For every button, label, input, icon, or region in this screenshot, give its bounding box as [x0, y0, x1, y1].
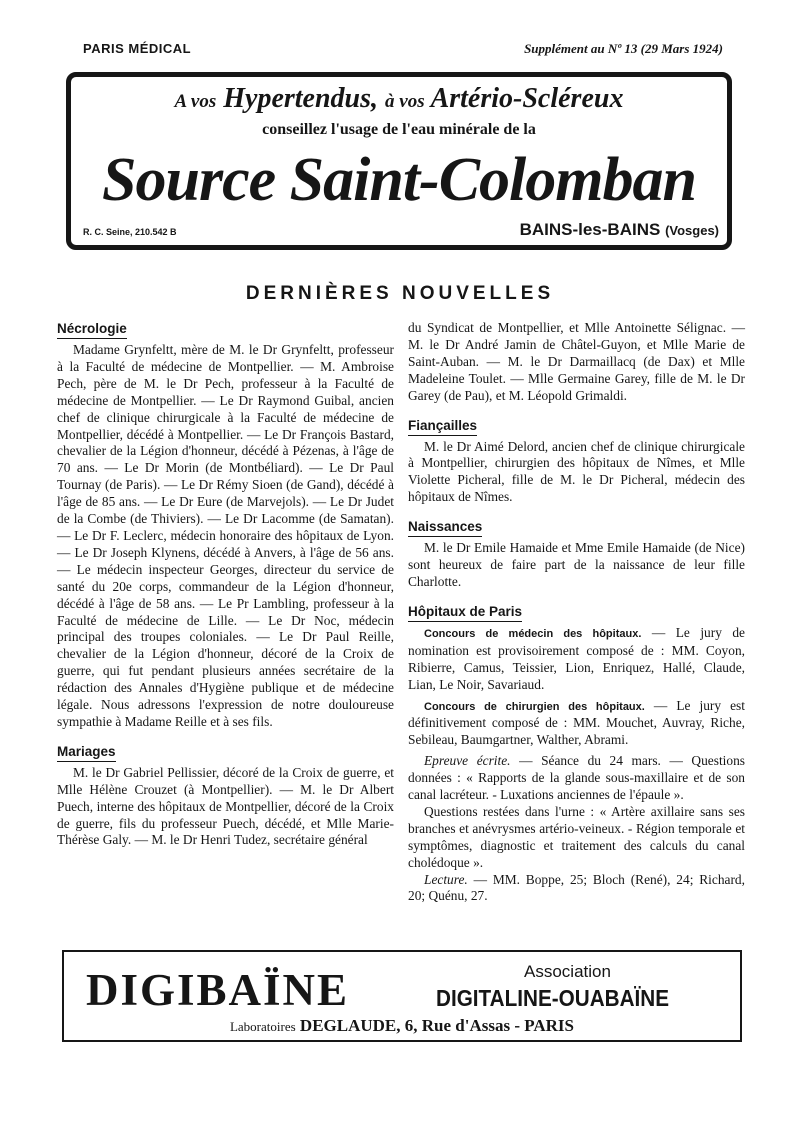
- epreuve-label: Epreuve écrite.: [424, 753, 511, 769]
- ad-arterio: Artério-Scléreux: [430, 83, 624, 114]
- digibaine-advertisement: [62, 950, 742, 1042]
- necrologie-section: [57, 320, 394, 731]
- left-column: [57, 320, 394, 861]
- naissances-text: M. le Dr Emile Hamaide et Mme Emile Hamaide (de Nice) sont heureux de faire part de la naissance de leur fille Charlotte.: [408, 540, 745, 589]
- lecture: [408, 872, 745, 906]
- fiancailles-section: [408, 417, 745, 507]
- ad-bains: BAINS-les-BAINS: [519, 220, 661, 239]
- concours-medecin-title: Concours de médecin des hôpitaux.: [424, 627, 642, 640]
- concours-medecin-text: — Le jury de nomination est provisoirement composé de : MM. Coyon, Ribierre, Camus, Teissier, Lion, Enriquez, Hallé, Claude, Lian, Le Noir, Savariaud.: [408, 624, 745, 692]
- saint-colomban-advertisement: [66, 72, 732, 250]
- necrologie-text: Madame Grynfeltt, mère de M. le Dr Grynfeltt, professeur à la Faculté de médecine de Montpellier. — M. Ambroise Pech, père de M. le Dr Pech, professeur à la Faculté de médecine de Montpellier. — Le Dr Raymond Guibal, ancien chef de clinique chirurgicale à la Faculté de médecine de Montpellier, décédé à Montpellier. — Le Dr François Bastard, chevalier de la Légion d'honneur, décédé à Pézenas, à l'âge de 70 ans. — Le Dr Morin (de Montbéliard). — Le Dr Paul Tournay (de Paris). — Le Dr Rémy Sioen (de Gand), décédé à l'âge de 85 ans. — Le Dr Eure (de Marvejols). — Le Dr Judet de la Combe (de Thiviers). — Le Dr Lacomme (de Samatan). — Le Dr F. Leclerc, médecin honoraire des hôpitaux de Lyon. — Le Dr Joseph Klynens, décédé à Anvers, à l'âge de 56 ans. — Le médecin inspecteur Georges, directeur du service de santé du 20e corps, commandeur de la Légion d'honneur, décédé à l'âge de 58 ans. — Le Pr Lambling, professeur à la Faculté de médecine de Lille. — Le Dr Noc, médecin principal des troupes coloniales. — Le Dr Paul Reille, chevalier de la Légion d'honneur, décoré de la Croix de guerre, qui fut pendant plusieurs années secrétaire de la rédaction des Annales d'Hygiène publique et de médecine légale. Nous adressons l'expression de notre douloureuse sympathie à Madame Reille et à ses fils.: [57, 342, 394, 729]
- ad-source-name: Source Saint-Colomban: [102, 146, 696, 214]
- ad-location: [520, 220, 719, 240]
- ad-laboratoires: Laboratoires: [229, 1019, 296, 1034]
- ad-deglaude: DEGLAUDE, 6, Rue d'Assas - PARIS: [299, 1016, 575, 1035]
- mariages-continuation: [408, 320, 745, 405]
- ad-a-vos-1: A vos: [174, 91, 217, 112]
- naissances-heading: Naissances: [408, 518, 482, 537]
- ad-vosges: (Vosges): [665, 223, 719, 238]
- ad-digitaline: DIGITALINE-OUABAÏNE: [436, 985, 670, 1011]
- hopitaux-heading: Hôpitaux de Paris: [408, 603, 522, 622]
- epreuve-text: — Séance du 24 mars. — Questions données : « Rapports de la glande sous-maxillaire et de son canal lacréteur. - Luxations anciennes de l'épaule ».: [408, 753, 745, 803]
- right-column: [408, 320, 745, 917]
- concours-chirurgien-title: Concours de chirurgien des hôpitaux.: [424, 700, 645, 713]
- ad-headline: [71, 83, 727, 115]
- concours-chirurgien-text: — Le jury est définitivement composé de : MM. Mouchet, Auvray, Riche, Sebileau, Baumgartner, Walther, Abrami.: [408, 697, 745, 748]
- ad-hypertendus: Hypertendus,: [223, 83, 379, 114]
- lecture-label: Lecture.: [424, 871, 468, 887]
- journal-title: PARIS MÉDICAL: [83, 41, 192, 56]
- lecture-text: — MM. Boppe, 25; Bloch (René), 24; Richard, 20; Quénu, 27.: [408, 871, 745, 904]
- naissances-section: [408, 518, 745, 591]
- ad-association: Association: [524, 962, 611, 981]
- fiancailles-heading: Fiançailles: [408, 417, 477, 436]
- mariages-text-left: M. le Dr Gabriel Pellissier, décoré de la Croix de guerre, et Mlle Hélène Crouzet (à Montpellier). — M. le Dr Albert Puech, interne des hôpitaux de Montpellier, décoré de la Croix de guerre, fils du professeur Puech, décédé, et Mlle Marie-Thérèse Galy. — M. le Dr Henri Tudez, secrétaire général: [57, 764, 394, 848]
- necrologie-heading: Nécrologie: [57, 320, 127, 339]
- ad-digibaine: DIGIBAÏNE: [86, 965, 350, 1015]
- ad-conseillez: conseillez l'usage de l'eau minérale de la: [262, 121, 536, 138]
- concours-chirurgien: [408, 698, 745, 750]
- mariages-section: [57, 743, 394, 850]
- fiancailles-text: M. le Dr Aimé Delord, ancien chef de clinique chirurgicale à Montpellier, chirurgien des hôpitaux de Nîmes, et Mlle Violette Picheral, fille de M. le Dr Picheral, médecin des hôpitaux de Nîmes.: [408, 438, 745, 505]
- epreuve-ecrite: [408, 753, 745, 804]
- running-head: [83, 41, 723, 61]
- ad-a-vos-2: à vos: [385, 91, 425, 112]
- questions-restees: Questions restées dans l'urne : « Artère axillaire sans ses branches et anévrysmes artério-veineux. - Région temporale et symptômes, diagnostic et traitement des calculs du canal cholédoque ».: [408, 803, 745, 870]
- section-title: DERNIÈRES NOUVELLES: [245, 283, 555, 304]
- ad-rc-seine: R. C. Seine, 210.542 B: [83, 227, 177, 237]
- concours-medecin: [408, 625, 745, 694]
- mariages-text-right: du Syndicat de Montpellier, et Mlle Antoinette Sélignac. — M. le Dr André Jamin de Châtel-Guyon, et Mlle Marie de Saint-Auban. — M. le Dr Darmaillacq (de Dax) et Mlle Madeleine Toulet. — Mlle Germaine Garey, fille de M. le Dr Garey (de Pau), et M. Léopold Grimaldi.: [408, 320, 745, 403]
- issue-info: Supplément au Nº 13 (29 Mars 1924): [524, 41, 723, 56]
- mariages-heading: Mariages: [57, 743, 116, 762]
- hopitaux-section: [408, 603, 745, 906]
- ad-laboratoires-line: [64, 1016, 740, 1036]
